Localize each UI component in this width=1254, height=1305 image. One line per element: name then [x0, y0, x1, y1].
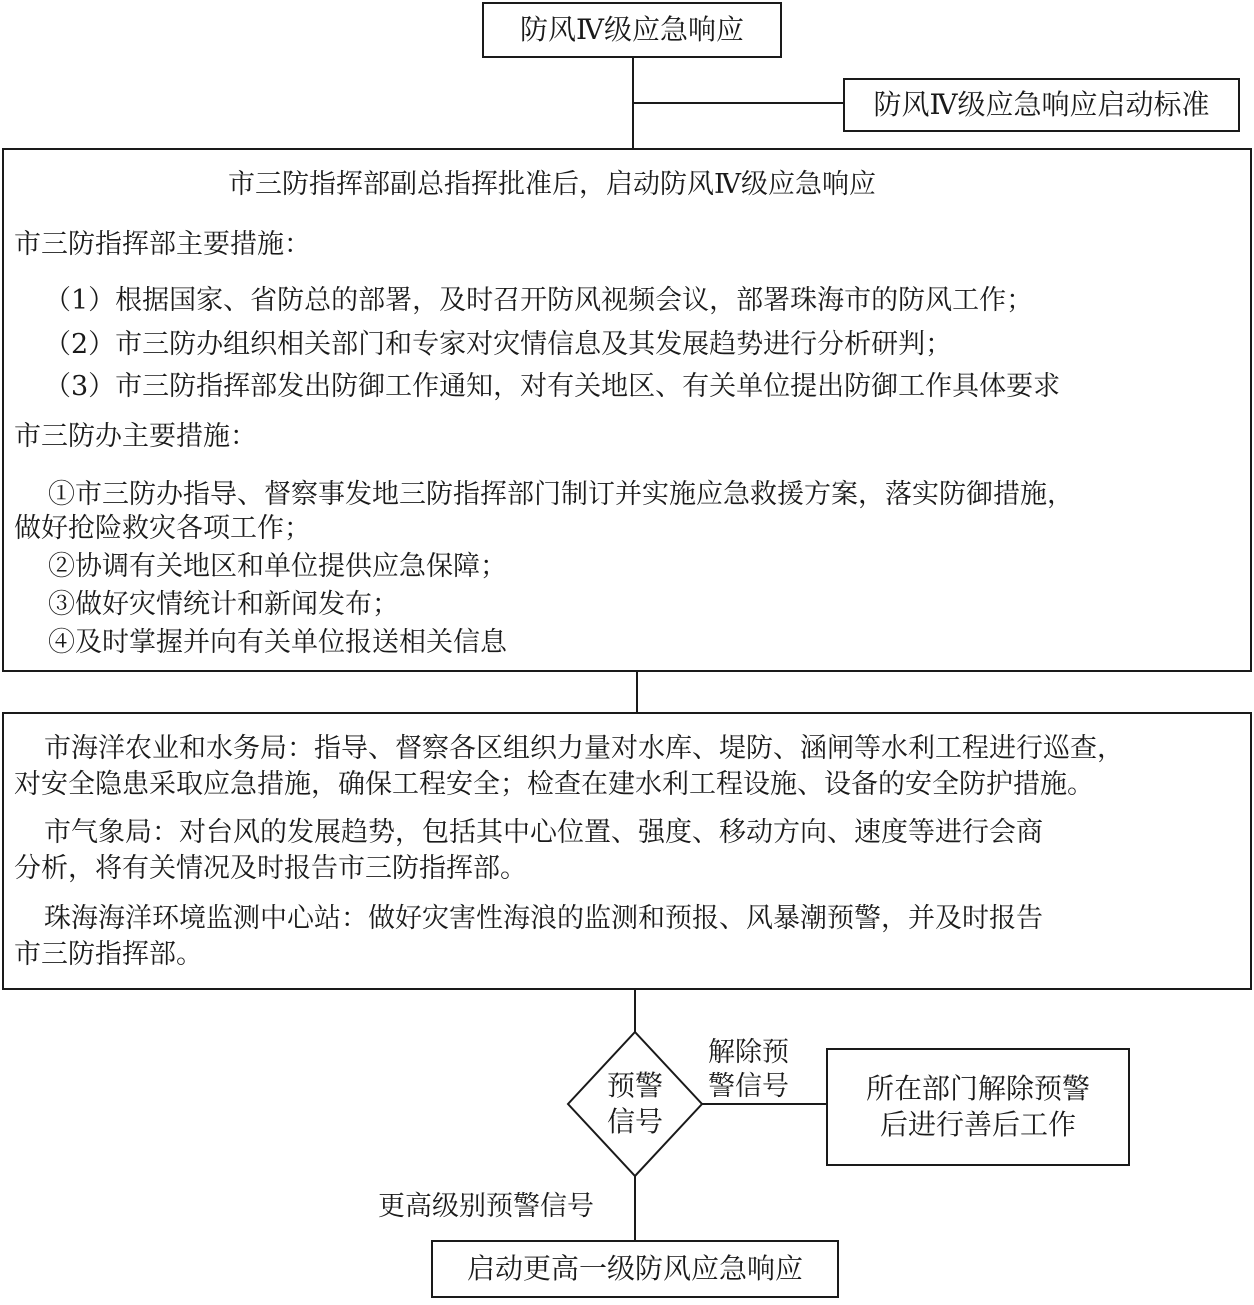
- decision-label-line1: 预警: [606, 1069, 663, 1102]
- agency-weather-line1: 市气象局：对台风的发展趋势，包括其中心位置、强度、移动方向、速度等进行会商: [44, 817, 1043, 848]
- agencies-box: [2, 712, 1252, 990]
- decision-label: [595, 1068, 675, 1140]
- after-release-box: [826, 1048, 1130, 1166]
- office-measure-item: ④及时掌握并向有关单位报送相关信息: [48, 627, 507, 658]
- agency-water-line2: 对安全隐患采取应急措施，确保工程安全；检查在建水利工程设施、设备的安全防护措施。: [14, 769, 1094, 800]
- main-measures-box: [2, 148, 1252, 672]
- level4-response-box: [482, 2, 782, 58]
- activation-criteria-label: 防风Ⅳ级应急响应启动标准: [873, 88, 1210, 121]
- higher-response-label: 启动更高一级防风应急响应: [466, 1252, 803, 1285]
- higher-response-box: [431, 1240, 839, 1298]
- release-signal-line1: 解除预: [708, 1037, 789, 1068]
- agency-ocean-line1: 珠海海洋环境监测中心站：做好灾害性海浪的监测和预报、风暴潮预警，并及时报告: [44, 903, 1043, 934]
- decision-label-line2: 信号: [606, 1105, 663, 1138]
- main-heading: 市三防指挥部副总指挥批准后，启动防风Ⅳ级应急响应: [228, 169, 876, 200]
- release-signal-label: [708, 1036, 789, 1104]
- agency-water-line1: 市海洋农业和水务局：指导、督察各区组织力量对水库、堤防、涵闸等水利工程进行巡查，: [44, 733, 1124, 764]
- office-measure-item-1-line2: 做好抢险救灾各项工作；: [14, 513, 311, 544]
- hq-measure-item: （1）根据国家、省防总的部署，及时召开防风视频会议，部署珠海市的防风工作；: [44, 285, 1034, 316]
- after-release-line1: 所在部门解除预警: [865, 1072, 1090, 1105]
- agency-weather-line2: 分析，将有关情况及时报告市三防指挥部。: [14, 853, 527, 884]
- hq-measure-item: （3）市三防指挥部发出防御工作通知，对有关地区、有关单位提出防御工作具体要求: [44, 371, 1061, 402]
- hq-measure-item: （2）市三防办组织相关部门和专家对灾情信息及其发展趋势进行分析研判；: [44, 329, 953, 360]
- after-release-line2: 后进行善后工作: [879, 1108, 1076, 1141]
- activation-criteria-box: [843, 78, 1240, 132]
- higher-signal-label: 更高级别预警信号: [378, 1191, 594, 1222]
- office-measures-title: 市三防办主要措施：: [14, 421, 257, 452]
- office-measure-item-1-line1: ①市三防办指导、督察事发地三防指挥部门制订并实施应急救援方案，落实防御措施，: [48, 479, 1074, 510]
- agency-ocean-line2: 市三防指挥部。: [14, 939, 203, 970]
- release-signal-line2: 警信号: [708, 1071, 789, 1102]
- level4-response-title: 防风Ⅳ级应急响应: [520, 13, 744, 46]
- hq-measures-title: 市三防指挥部主要措施：: [14, 229, 311, 260]
- office-measure-item: ②协调有关地区和单位提供应急保障；: [48, 551, 507, 582]
- office-measure-item: ③做好灾情统计和新闻发布；: [48, 589, 399, 620]
